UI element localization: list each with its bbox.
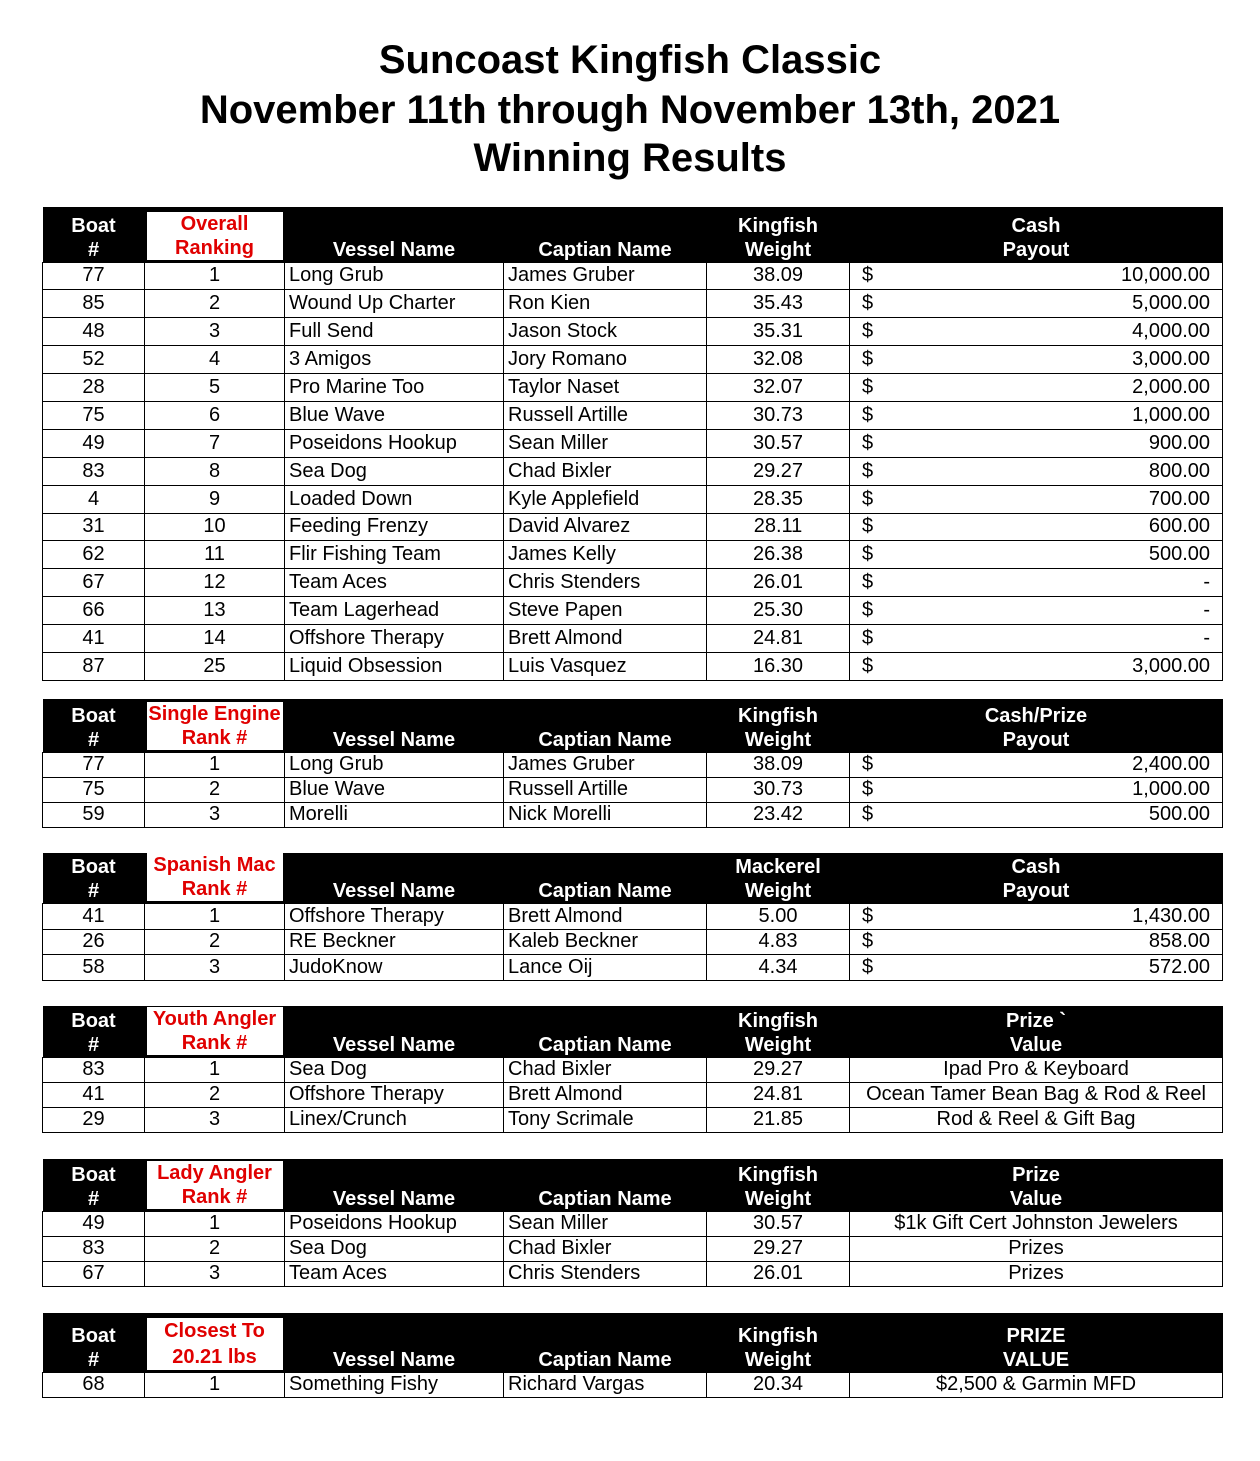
table-row <box>43 802 1223 827</box>
currency-symbol: $ <box>862 292 874 315</box>
cash-payout <box>850 401 1223 429</box>
header-weight: Kingfish Weight <box>707 207 850 262</box>
rank: 1 <box>145 1057 285 1082</box>
weight: 29.27 <box>707 457 850 485</box>
boat-number: 87 <box>43 652 145 680</box>
boat-number: 59 <box>43 802 145 827</box>
weight: 30.57 <box>707 1211 850 1236</box>
rank: 13 <box>145 597 285 625</box>
boat-number: 41 <box>43 625 145 653</box>
payout-amount: 900.00 <box>1148 431 1210 454</box>
header-payout: Prize Value <box>850 1159 1223 1211</box>
cash-payout <box>850 513 1223 541</box>
prize-value: Rod & Reel & Gift Bag <box>850 1107 1223 1132</box>
table-row <box>43 1211 1223 1236</box>
cash-payout <box>850 541 1223 569</box>
weight: 16.30 <box>707 652 850 680</box>
youth-angler-results-table <box>42 1006 1223 1133</box>
rank: 2 <box>145 1082 285 1107</box>
payout-amount: 800.00 <box>1148 459 1210 482</box>
boat-number: 48 <box>43 318 145 346</box>
header-captain: Captian Name <box>504 853 707 904</box>
currency-symbol: $ <box>862 515 874 538</box>
rank: 8 <box>145 457 285 485</box>
weight: 23.42 <box>707 802 850 827</box>
cash-payout <box>850 929 1223 955</box>
table-row <box>43 374 1223 402</box>
rank: 3 <box>145 1261 285 1286</box>
payout-amount: 2,000.00 <box>1132 376 1210 398</box>
table-row <box>43 290 1223 318</box>
header-payout: Cash Payout <box>850 853 1223 904</box>
cash-payout <box>850 652 1223 680</box>
rank: 9 <box>145 485 285 513</box>
payout-amount: 3,000.00 <box>1132 348 1210 371</box>
table-row <box>43 1057 1223 1082</box>
rank: 2 <box>145 777 285 802</box>
boat-number: 68 <box>43 1372 145 1397</box>
payout-amount: 700.00 <box>1148 487 1210 510</box>
header-weight: Kingfish Weight <box>707 1159 850 1211</box>
vessel-name: Feeding Frenzy <box>285 513 504 541</box>
payout-amount: 3,000.00 <box>1132 654 1210 677</box>
cash-payout <box>850 485 1223 513</box>
vessel-name: Blue Wave <box>285 777 504 802</box>
boat-number: 83 <box>43 1057 145 1082</box>
header-payout: Prize ` Value <box>850 1006 1223 1057</box>
rank: 2 <box>145 290 285 318</box>
table-row <box>43 346 1223 374</box>
captain-name: Nick Morelli <box>504 802 707 827</box>
weight: 30.73 <box>707 401 850 429</box>
cash-payout <box>850 318 1223 346</box>
header-payout: Cash/Prize Payout <box>850 699 1223 752</box>
cash-payout <box>850 457 1223 485</box>
vessel-name: Wound Up Charter <box>285 290 504 318</box>
header-vessel: Vessel Name <box>285 207 504 262</box>
payout-amount: 10,000.00 <box>1121 264 1210 287</box>
payout-amount: 4,000.00 <box>1132 320 1210 343</box>
lady-angler-results-table <box>42 1159 1223 1287</box>
payout-amount: 1,000.00 <box>1132 403 1210 426</box>
captain-name: Tony Scrimale <box>504 1107 707 1132</box>
currency-symbol: $ <box>862 904 874 927</box>
currency-symbol: $ <box>862 753 874 775</box>
weight: 29.27 <box>707 1236 850 1261</box>
header-payout: PRIZE VALUE <box>850 1313 1223 1372</box>
currency-symbol: $ <box>862 803 874 825</box>
header-captain: Captian Name <box>504 1159 707 1211</box>
header-vessel: Vessel Name <box>285 1159 504 1211</box>
weight: 32.08 <box>707 346 850 374</box>
vessel-name: Sea Dog <box>285 457 504 485</box>
weight: 5.00 <box>707 904 850 930</box>
header-vessel: Vessel Name <box>285 853 504 904</box>
boat-number: 67 <box>43 569 145 597</box>
payout-amount: 858.00 <box>1148 930 1210 953</box>
vessel-name: Morelli <box>285 802 504 827</box>
header-weight: Mackerel Weight <box>707 853 850 904</box>
rank: 6 <box>145 401 285 429</box>
vessel-name: Long Grub <box>285 262 504 290</box>
weight: 30.73 <box>707 777 850 802</box>
table-row <box>43 318 1223 346</box>
header-boat: Boat # <box>43 1313 145 1372</box>
header-vessel: Vessel Name <box>285 699 504 752</box>
vessel-name: Offshore Therapy <box>285 625 504 653</box>
table-row <box>43 625 1223 653</box>
currency-symbol: $ <box>862 403 874 426</box>
vessel-name: Pro Marine Too <box>285 374 504 402</box>
vessel-name: Liquid Obsession <box>285 652 504 680</box>
header-rank: Lady Angler Rank # <box>145 1159 285 1211</box>
header-payout: Cash Payout <box>850 207 1223 262</box>
captain-name: James Kelly <box>504 541 707 569</box>
header-rank: Spanish Mac Rank # <box>145 853 285 904</box>
table-row <box>43 777 1223 802</box>
payout-amount: 572.00 <box>1148 955 1210 978</box>
captain-name: James Gruber <box>504 752 707 777</box>
weight: 35.43 <box>707 290 850 318</box>
captain-name: Taylor Naset <box>504 374 707 402</box>
currency-symbol: $ <box>862 320 874 343</box>
rank: 3 <box>145 318 285 346</box>
rank: 11 <box>145 541 285 569</box>
weight: 38.09 <box>707 262 850 290</box>
prize-value: $1k Gift Cert Johnston Jewelers <box>850 1211 1223 1236</box>
header-captain: Captian Name <box>504 1006 707 1057</box>
vessel-name: Poseidons Hookup <box>285 429 504 457</box>
weight: 38.09 <box>707 752 850 777</box>
captain-name: Lance Oij <box>504 955 707 981</box>
vessel-name: Team Lagerhead <box>285 597 504 625</box>
captain-name: Sean Miller <box>504 1211 707 1236</box>
boat-number: 28 <box>43 374 145 402</box>
rank: 1 <box>145 752 285 777</box>
weight: 25.30 <box>707 597 850 625</box>
captain-name: Chad Bixler <box>504 1057 707 1082</box>
weight: 4.83 <box>707 929 850 955</box>
header-weight: Kingfish Weight <box>707 1313 850 1372</box>
page-title-line-3: Winning Results <box>473 136 787 180</box>
table-row <box>43 597 1223 625</box>
payout-amount: 600.00 <box>1148 515 1210 538</box>
captain-name: James Gruber <box>504 262 707 290</box>
captain-name: Chad Bixler <box>504 1236 707 1261</box>
header-rank: Overall Ranking <box>145 207 285 262</box>
header-rank: Youth Angler Rank # <box>145 1006 285 1057</box>
captain-name: Richard Vargas <box>504 1372 707 1397</box>
overall-results-table <box>42 207 1223 681</box>
captain-name: Chris Stenders <box>504 1261 707 1286</box>
weight: 21.85 <box>707 1107 850 1132</box>
boat-number: 26 <box>43 929 145 955</box>
vessel-name: Team Aces <box>285 569 504 597</box>
weight: 24.81 <box>707 1082 850 1107</box>
boat-number: 4 <box>43 485 145 513</box>
vessel-name: Full Send <box>285 318 504 346</box>
table-row <box>43 569 1223 597</box>
cash-payout <box>850 955 1223 981</box>
boat-number: 75 <box>43 777 145 802</box>
boat-number: 85 <box>43 290 145 318</box>
weight: 28.11 <box>707 513 850 541</box>
captain-name: Jory Romano <box>504 346 707 374</box>
boat-number: 29 <box>43 1107 145 1132</box>
table-row <box>43 429 1223 457</box>
currency-symbol: $ <box>862 930 874 953</box>
payout-amount: 2,400.00 <box>1132 753 1210 775</box>
rank: 3 <box>145 802 285 827</box>
boat-number: 49 <box>43 1211 145 1236</box>
header-weight: Kingfish Weight <box>707 699 850 752</box>
weight: 26.01 <box>707 1261 850 1286</box>
vessel-name: JudoKnow <box>285 955 504 981</box>
boat-number: 67 <box>43 1261 145 1286</box>
vessel-name: Long Grub <box>285 752 504 777</box>
captain-name: Russell Artille <box>504 777 707 802</box>
vessel-name: Team Aces <box>285 1261 504 1286</box>
currency-symbol: $ <box>862 264 874 287</box>
vessel-name: Flir Fishing Team <box>285 541 504 569</box>
currency-symbol: $ <box>862 543 874 566</box>
rank: 2 <box>145 1236 285 1261</box>
rank: 3 <box>145 1107 285 1132</box>
payout-amount: 500.00 <box>1148 803 1210 825</box>
payout-amount: - <box>1203 599 1210 622</box>
header-weight: Kingfish Weight <box>707 1006 850 1057</box>
single-engine-results-table <box>42 699 1223 828</box>
prize-value: Prizes <box>850 1236 1223 1261</box>
vessel-name: Blue Wave <box>285 401 504 429</box>
captain-name: David Alvarez <box>504 513 707 541</box>
weight: 35.31 <box>707 318 850 346</box>
rank: 2 <box>145 929 285 955</box>
header-boat: Boat # <box>43 207 145 262</box>
captain-name: Brett Almond <box>504 1082 707 1107</box>
header-captain: Captian Name <box>504 1313 707 1372</box>
vessel-name: Offshore Therapy <box>285 904 504 930</box>
rank: 10 <box>145 513 285 541</box>
header-captain: Captian Name <box>504 699 707 752</box>
weight: 28.35 <box>707 485 850 513</box>
payout-amount: 500.00 <box>1148 543 1210 566</box>
rank: 4 <box>145 346 285 374</box>
currency-symbol: $ <box>862 348 874 371</box>
page-title-line-2: November 11th through November 13th, 2021 <box>199 88 1061 132</box>
vessel-name: Poseidons Hookup <box>285 1211 504 1236</box>
payout-amount: 1,000.00 <box>1132 778 1210 800</box>
weight: 24.81 <box>707 625 850 653</box>
rank: 1 <box>145 1372 285 1397</box>
cash-payout <box>850 569 1223 597</box>
table-row <box>43 955 1223 981</box>
weight: 26.01 <box>707 569 850 597</box>
header-boat: Boat # <box>43 1159 145 1211</box>
captain-name: Brett Almond <box>504 625 707 653</box>
currency-symbol: $ <box>862 487 874 510</box>
weight: 20.34 <box>707 1372 850 1397</box>
currency-symbol: $ <box>862 459 874 482</box>
currency-symbol: $ <box>862 627 874 650</box>
cash-payout <box>850 429 1223 457</box>
weight: 30.57 <box>707 429 850 457</box>
table-row <box>43 457 1223 485</box>
payout-amount: - <box>1203 627 1210 650</box>
prize-value: Ocean Tamer Bean Bag & Rod & Reel <box>850 1082 1223 1107</box>
currency-symbol: $ <box>862 376 874 398</box>
weight: 29.27 <box>707 1057 850 1082</box>
boat-number: 77 <box>43 262 145 290</box>
rank: 12 <box>145 569 285 597</box>
weight: 26.38 <box>707 541 850 569</box>
cash-payout <box>850 262 1223 290</box>
vessel-name: Loaded Down <box>285 485 504 513</box>
captain-name: Jason Stock <box>504 318 707 346</box>
table-row <box>43 652 1223 680</box>
cash-payout <box>850 346 1223 374</box>
captain-name: Kaleb Beckner <box>504 929 707 955</box>
boat-number: 41 <box>43 1082 145 1107</box>
cash-payout <box>850 374 1223 402</box>
rank: 1 <box>145 262 285 290</box>
table-row <box>43 1236 1223 1261</box>
header-vessel: Vessel Name <box>285 1006 504 1057</box>
boat-number: 75 <box>43 401 145 429</box>
rank: 25 <box>145 652 285 680</box>
page-title-line-1: Suncoast Kingfish Classic <box>378 38 882 82</box>
header-rank: Single Engine Rank # <box>145 699 285 752</box>
captain-name: Sean Miller <box>504 429 707 457</box>
currency-symbol: $ <box>862 955 874 978</box>
table-row <box>43 262 1223 290</box>
table-row <box>43 1372 1223 1397</box>
table-row <box>43 485 1223 513</box>
prize-value: Ipad Pro & Keyboard <box>850 1057 1223 1082</box>
vessel-name: Something Fishy <box>285 1372 504 1397</box>
table-row <box>43 904 1223 930</box>
vessel-name: Offshore Therapy <box>285 1082 504 1107</box>
boat-number: 58 <box>43 955 145 981</box>
rank: 5 <box>145 374 285 402</box>
cash-payout <box>850 290 1223 318</box>
spanish-mackerel-results-table <box>42 853 1223 981</box>
vessel-name: 3 Amigos <box>285 346 504 374</box>
rank: 3 <box>145 955 285 981</box>
closest-weight-results-table <box>42 1313 1223 1398</box>
captain-name: Chad Bixler <box>504 457 707 485</box>
header-vessel: Vessel Name <box>285 1313 504 1372</box>
captain-name: Luis Vasquez <box>504 652 707 680</box>
table-row <box>43 1082 1223 1107</box>
table-row <box>43 513 1223 541</box>
cash-payout <box>850 802 1223 827</box>
header-boat: Boat # <box>43 853 145 904</box>
boat-number: 66 <box>43 597 145 625</box>
table-row <box>43 929 1223 955</box>
boat-number: 31 <box>43 513 145 541</box>
table-row <box>43 1261 1223 1286</box>
rank: 14 <box>145 625 285 653</box>
vessel-name: Sea Dog <box>285 1057 504 1082</box>
payout-amount: 1,430.00 <box>1132 904 1210 927</box>
boat-number: 77 <box>43 752 145 777</box>
currency-symbol: $ <box>862 571 874 594</box>
currency-symbol: $ <box>862 778 874 800</box>
header-rank: Closest To 20.21 lbs <box>145 1313 285 1372</box>
captain-name: Ron Kien <box>504 290 707 318</box>
cash-payout <box>850 904 1223 930</box>
currency-symbol: $ <box>862 599 874 622</box>
table-row <box>43 1107 1223 1132</box>
header-boat: Boat # <box>43 1006 145 1057</box>
prize-value: $2,500 & Garmin MFD <box>850 1372 1223 1397</box>
cash-payout <box>850 777 1223 802</box>
captain-name: Russell Artille <box>504 401 707 429</box>
header-captain: Captian Name <box>504 207 707 262</box>
currency-symbol: $ <box>862 654 874 677</box>
currency-symbol: $ <box>862 431 874 454</box>
boat-number: 52 <box>43 346 145 374</box>
payout-amount: 5,000.00 <box>1132 292 1210 315</box>
weight: 32.07 <box>707 374 850 402</box>
table-row <box>43 401 1223 429</box>
prize-value: Prizes <box>850 1261 1223 1286</box>
captain-name: Steve Papen <box>504 597 707 625</box>
weight: 4.34 <box>707 955 850 981</box>
vessel-name: Linex/Crunch <box>285 1107 504 1132</box>
captain-name: Brett Almond <box>504 904 707 930</box>
boat-number: 49 <box>43 429 145 457</box>
cash-payout <box>850 625 1223 653</box>
boat-number: 83 <box>43 457 145 485</box>
cash-payout <box>850 597 1223 625</box>
boat-number: 62 <box>43 541 145 569</box>
vessel-name: RE Beckner <box>285 929 504 955</box>
boat-number: 83 <box>43 1236 145 1261</box>
captain-name: Kyle Applefield <box>504 485 707 513</box>
rank: 7 <box>145 429 285 457</box>
rank: 1 <box>145 904 285 930</box>
payout-amount: - <box>1203 571 1210 594</box>
table-row <box>43 541 1223 569</box>
rank: 1 <box>145 1211 285 1236</box>
cash-payout <box>850 752 1223 777</box>
vessel-name: Sea Dog <box>285 1236 504 1261</box>
header-boat: Boat # <box>43 699 145 752</box>
captain-name: Chris Stenders <box>504 569 707 597</box>
boat-number: 41 <box>43 904 145 930</box>
table-row <box>43 752 1223 777</box>
